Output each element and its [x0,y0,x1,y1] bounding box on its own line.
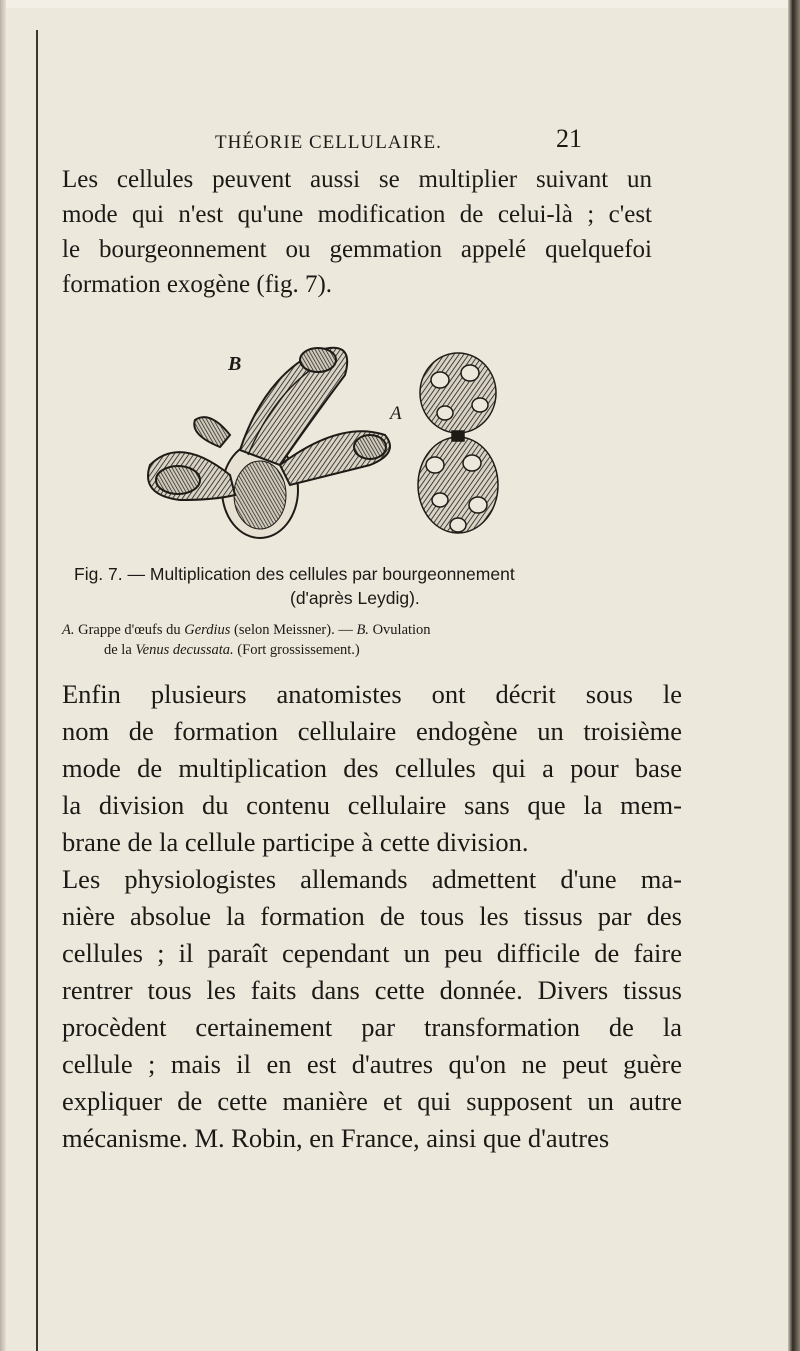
caption-text: de la [104,642,132,658]
text-line: le bourgeonnement ou gemmation appelé quelquefoi [62,236,652,263]
ovulation-drawing-b [148,348,390,538]
figure-caption-source: (d'après Leydig). [290,588,420,608]
caption-species: Venus decussata. [135,642,234,658]
figure-caption-detail [62,620,431,660]
text-line: Enfin plusieurs anatomistes ont décrit sous le [62,679,682,709]
text-line: Les cellules peuvent aussi se multiplier suivant un [62,166,652,193]
caption-detail-line-2 [62,640,431,660]
text-line: rentrer tous les faits dans cette donnée. Divers tissus [62,975,682,1005]
book-spine-edge [788,0,800,1351]
figure-caption-text: Multiplication des cellules par bourgeonnement [149,564,515,584]
caption-text: (Fort grossissement.) [237,642,360,658]
caption-detail-line-1 [62,622,431,638]
running-header: THÉORIE CELLULAIRE. [215,132,442,153]
text-line: cellule ; mais il en est d'autres qu'on ne peut guère [62,1049,682,1079]
text-line: nière absolue la formation de tous les tissus par des [62,901,682,931]
text-line: procèdent certainement par transformation de la [62,1012,682,1042]
body-paragraph-2 [62,861,682,1157]
text-line: formation exogène (fig. 7). [62,271,333,298]
text-line: mécanisme. M. Robin, en France, ainsi que d'autres [62,1123,610,1153]
text-line: mode qui n'est qu'une modification de celui-là ; c'est [62,201,652,228]
figure-number: Fig. 7. — [74,564,145,584]
body-paragraph-1 [62,676,682,861]
figure-caption-title [74,564,515,585]
text-line: nom de formation cellulaire endogène un troisième [62,716,682,746]
egg-cluster-drawing-a [418,353,498,533]
caption-text: Ovulation [372,622,431,638]
figure-7-illustration [140,335,530,545]
caption-ref-a: A. [62,622,75,638]
caption-text: (selon Meissner). — [234,622,353,638]
intro-paragraph [62,162,652,302]
text-line: expliquer de cette manière et qui supposent un autre [62,1086,682,1116]
text-line: brane de la cellule participe à cette division. [62,827,529,857]
page-left-edge [0,0,6,1351]
figure-label-b: B [228,353,242,375]
text-line: la division du contenu cellulaire sans que la mem- [62,790,682,820]
figure-label-a: A [390,403,402,424]
text-line: cellules ; il paraît cependant un peu difficile de faire [62,938,682,968]
text-line: Les physiologistes allemands admettent d'une ma- [62,864,682,894]
page-number: 21 [556,124,582,153]
caption-ref-b: B. [356,622,369,638]
text-line: mode de multiplication des cellules qui a pour base [62,753,682,783]
caption-text: Grappe d'œufs du [78,622,181,638]
page-top-margin [0,0,790,8]
binding-rule [36,30,38,1351]
caption-genus: Gerdius [184,622,231,638]
